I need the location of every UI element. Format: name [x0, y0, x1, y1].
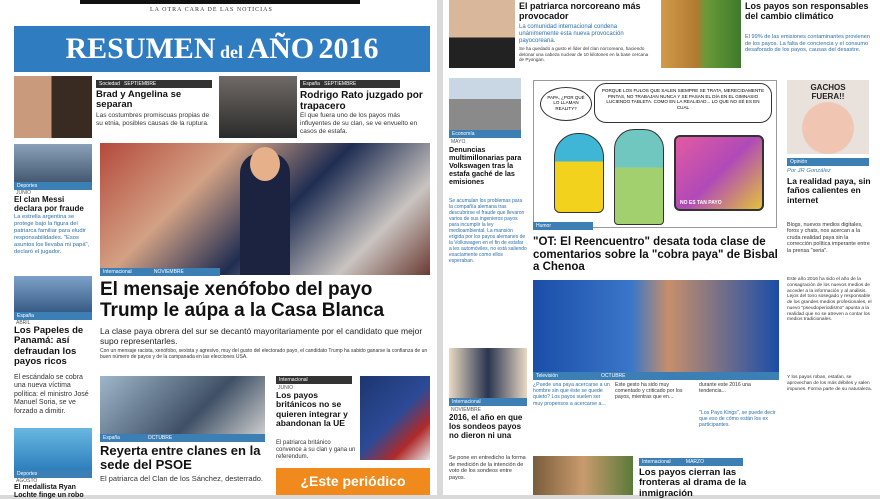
polls-photo — [449, 348, 527, 398]
climate-headline[interactable]: Los payos son responsables del cambio climático — [745, 1, 869, 21]
opinion-summary: Blogs, nuevos medios digitales, foros y chats, nos acercan a la cruda realidad paya sin la corrección política imperante entre la prensa "seria". — [787, 222, 870, 254]
comic-tv — [674, 135, 764, 211]
climate-summary: El 99% de las emisiones contaminantes provienen de los payos. La falta de conciencia y el consumo desaforado de los payos, causas del desastre. — [745, 34, 870, 54]
rato-photo — [219, 76, 297, 138]
olympics-photo — [14, 428, 92, 470]
trump-body: Con un mensaje racista, xenófobo, sexista y agresivo, muy del gusto del electorado payo, el candidato Trump ha sabido ganarse la confianza de un buen número de payos y de la campanada en las elecciones USA. — [100, 348, 428, 360]
psoe-summary: El patriarca del Clan de los Sánchez, desterrado. — [100, 474, 264, 483]
rato-summary: El que fuera uno de los payos más influyentes de su clan, se ve envuelto en casos de estafa. — [300, 112, 418, 135]
comic-bubble-child: PAPA, ¿POR QUÉ LO LLAMAN REALITY? — [540, 87, 592, 121]
trump-rally-photo — [100, 143, 430, 275]
opinion-badge: GACHOS FUERA!! — [810, 83, 846, 101]
ot-section-tag: Televisión OCTUBRE — [533, 372, 779, 380]
ot-headline[interactable]: "OT: El Reencuentro" desata toda clase de comentarios sobre la "cobra paya" de Bisbal a Chenoa — [533, 236, 778, 274]
opinion-section-tag: Opinión — [787, 158, 869, 166]
messi-summary: La estrella argentina se protege bajo la figura del patriarca familiar para eludir responsabilidades. "Esos asuntos los llevaba mi papá", declaró el jugador. — [14, 214, 90, 255]
messi-headline[interactable]: El clan Messi declara por fraude — [14, 195, 84, 213]
year-review-banner — [14, 26, 430, 72]
refugees-section-tag: Internacional MARZO — [639, 458, 743, 466]
comic-child-figure — [554, 133, 604, 213]
messi-month: JUNIO — [16, 190, 31, 196]
trump-section-tag: Internacional NOVIEMBRE — [100, 268, 220, 276]
rato-section-tag: España SEPTIEMBRE — [300, 80, 400, 88]
vw-headline[interactable]: Denuncias multimillonarias para Volkswagen tras la estafa gaché de las emisiones — [449, 145, 522, 186]
refugees-headline[interactable]: Los payos cierran las fronteras al drama de la inmigración — [639, 467, 747, 499]
vw-section-tag: Economía — [449, 130, 521, 138]
trump-subtitle: La clase paya obrera del sur se decantó mayoritariamente por el candidato que mejor supo representarles. — [100, 326, 423, 347]
trump-head — [250, 147, 280, 181]
polls-headline[interactable]: 2016, el año en que los sondeos payos no dieron ni una — [449, 413, 523, 440]
brexit-month: JUNIO — [278, 385, 293, 391]
banner-word-year: 2016 — [318, 32, 379, 65]
korea-summary: La comunidad internacional condena unánimemente esta nueva provocación payocoreana. — [519, 24, 624, 45]
right-page — [443, 0, 880, 499]
trump-headline[interactable]: El mensaje xenófobo del payo Trump le aúpa a la Casa Blanca — [100, 279, 385, 321]
brad-headline[interactable]: Brad y Angelina se separan — [96, 89, 182, 111]
opinion-headline[interactable]: La realidad paya, sin faños calientes en internet — [787, 176, 871, 205]
olympics-section-tag: Deportes — [14, 470, 92, 478]
comic-parent-figure — [614, 129, 664, 225]
climate-photo — [661, 0, 741, 68]
brad-section-tag: Sociedad SEPTIEMBRE — [96, 80, 212, 88]
polls-section-tag: Internacional — [449, 398, 527, 406]
psoe-photo — [100, 376, 265, 436]
vw-month: MAYO — [451, 139, 466, 145]
brexit-summary: El patriarca británico convence a su clan y gana un referendum. — [276, 440, 356, 461]
messi-section-tag: Deportes — [14, 182, 92, 190]
vw-summary: Se acumulan los problemas para la compañía alemana tras descubrirse el fraude que llevaron varios de sus ingenieros payos para incumplir la ley medioambiental. La mansión erigida por los payos alemanes de la Volkswagen en el fin de estafar a les automóviles, no está saliendo exactamente como ellos esperaban. — [449, 198, 527, 264]
left-page — [0, 0, 437, 499]
ot-kiss-photo — [533, 280, 779, 374]
ot-column-2: Este gesto ha sido muy comentado y criticado por los payos, mientras que en... — [615, 382, 683, 401]
opinion-baby-photo — [787, 80, 869, 154]
panama-summary: El escándalo se cobra una nueva víctima política: el ministro José Manuel Soria, se ve forzado a dimitir. — [14, 374, 89, 415]
kim-photo — [449, 0, 515, 68]
polls-summary: Se pone en entredicho la forma de medición de la intención de voto de los sondeos entre payos. — [449, 455, 526, 481]
olympics-headline[interactable]: El medallista Ryan Lochte finge un robo — [14, 484, 84, 499]
comic-tv-caption: NO ES TAN PAYO — [680, 200, 722, 206]
ot-column-1: ¿Puede una paya acercarse a un hombre sin que éste se quede quieto? Los payos suelen ser muy propensos a acercarse a... — [533, 382, 610, 407]
masthead-tagline: LA OTRA CARA DE LAS NOTICIAS — [150, 7, 273, 13]
masthead — [0, 0, 437, 20]
korea-headline[interactable]: El patriarca norcoreano más provocador — [519, 1, 641, 21]
comic-bubble-parent: PORQUE LOS FULOS QUE SALEN SIEMPRE SE TRATA, MERECIDAMENTE PINTAS, NO TRABAJAN NUNCA Y SE PASAN EL DÍA EN EL GIMNASIO LUCIENDO TABLETA. COMO EN LA REALIDAD... LO QUE NO SÉ ES EN CUAL — [594, 83, 772, 123]
opinion-body: Este año 2016 ha sido el año de la consagración de los nuevos medios de acceder a la información y al análisis. Lejos del tono sosegado y responsable de los grandes medios profesionales, el nuevo "pseudoperiodismo" apunta a la realidad que no se atreven a contar los medios tradicionales. — [787, 277, 872, 323]
ot-pull-quote: "Los Payo Kings", se puede decir que eso de cómo están los ex participantes. — [699, 410, 776, 429]
panama-section-tag: España — [14, 312, 92, 320]
rato-headline[interactable]: Rodrigo Rato juzgado por trapacero — [300, 90, 423, 112]
banner-word-ano: AÑO — [247, 32, 315, 65]
promo-box[interactable] — [276, 468, 430, 495]
refugees-photo — [533, 456, 633, 495]
polls-month: NOVIEMBRE — [451, 407, 482, 413]
comic-strip — [533, 80, 777, 228]
panama-month: ABRIL — [16, 320, 31, 326]
opinion-body-extra: Y los payos roban, estafan, se aprovechan de los más débiles y salen impunes. Forma parte de su naturaleza. — [787, 375, 873, 392]
vw-factory-photo — [449, 78, 521, 130]
brexit-flag-photo — [360, 376, 430, 460]
brexit-section-tag: Internacional — [276, 376, 352, 384]
brad-summary: Las costumbres promiscuas propias de su etnia, posibles causas de la ruptura. — [96, 112, 210, 127]
olympics-month: AGOSTO — [16, 478, 38, 484]
promo-text: ¿Este periódico — [300, 473, 406, 489]
psoe-section-tag: España OCTUBRE — [100, 434, 265, 442]
banner-word-resumen: RESUMEN — [65, 32, 216, 65]
opinion-author: Por JR González — [787, 168, 831, 174]
masthead-logo — [80, 0, 360, 4]
psoe-headline[interactable]: Reyerta entre clanes en la sede del PSOE — [100, 443, 261, 473]
messi-photo — [14, 144, 92, 184]
brad-angelina-photo — [14, 76, 92, 138]
brexit-headline[interactable]: Los payos británicos no se quieren integrar y abandonan la UE — [276, 390, 348, 429]
korea-detail: Se ha quedado a gusto el líder del clan norcoreano, haciendo detonar una cabeza nuclear de 10 kilotones en la base cercana de Pyongan. — [519, 46, 649, 62]
ot-column-3: durante este 2016 una tendencia... — [699, 382, 751, 395]
comic-section-tag: Humor — [533, 222, 593, 230]
banner-word-del: del — [219, 42, 243, 62]
panama-headline[interactable]: Los Papeles de Panamá: así defraudan los payos ricos — [14, 325, 84, 368]
